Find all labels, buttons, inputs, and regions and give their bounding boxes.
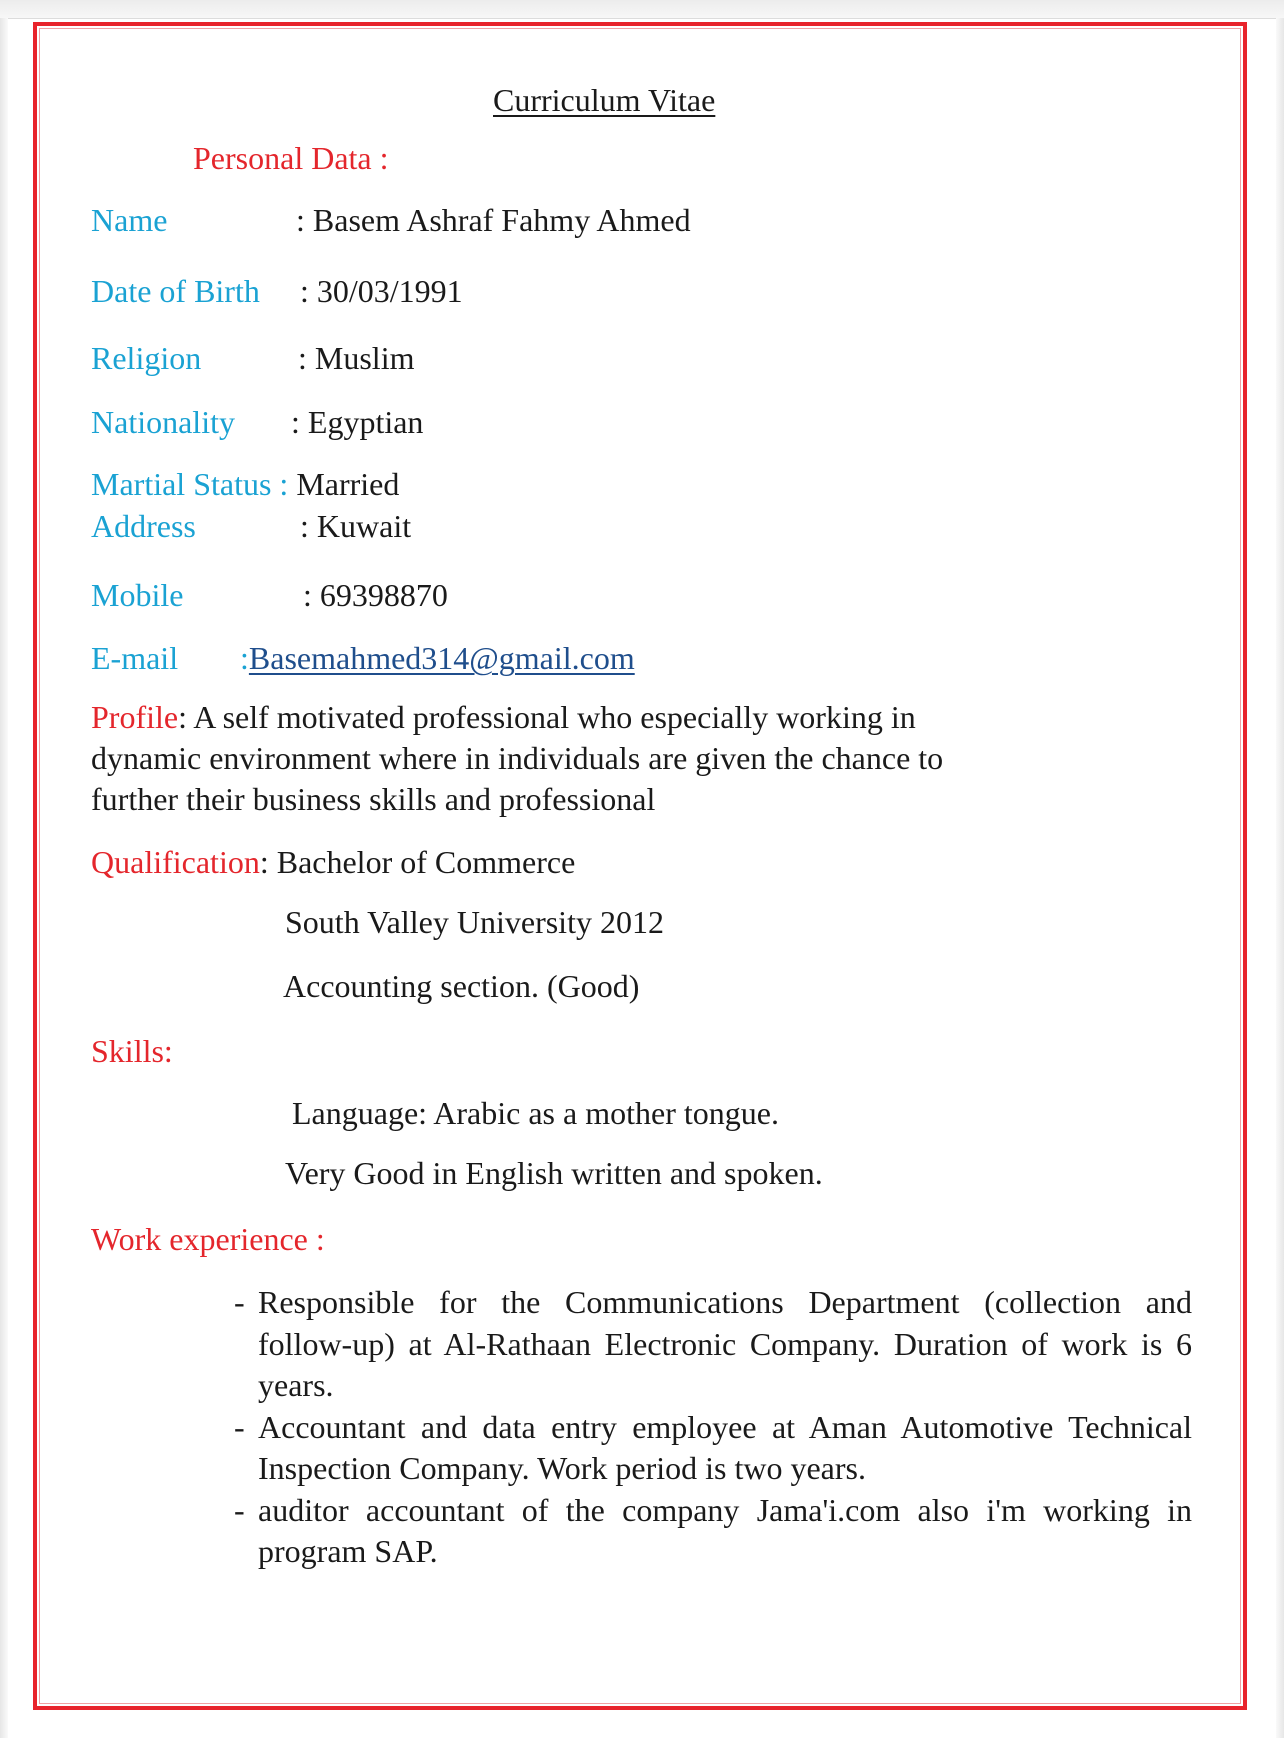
work-item-text: Responsible for the Communications Department (collection and follow-up) at Al-Rathaan Electronic Company. Duration of work is 6 years. — [258, 1284, 1192, 1403]
qualification-label: Qualification — [91, 844, 260, 880]
work-item — [234, 1490, 1192, 1573]
mobile-value: : 69398870 — [303, 577, 448, 613]
work-item-text: Accountant and data entry employee at Aman Automotive Technical Inspection Company. Work period is two years. — [258, 1408, 1192, 1486]
email-label: E-mail — [91, 640, 179, 676]
work-item — [234, 1407, 1192, 1490]
list-dash: - — [234, 1284, 245, 1320]
qualification-colon: : — [259, 844, 277, 880]
skills-line1: Language: Arabic as a mother tongue. — [292, 1095, 779, 1131]
viewer-right-edge — [1276, 18, 1284, 1738]
viewer-top-bar — [0, 0, 1284, 19]
qualification-row — [91, 842, 575, 882]
qualification-line1: Bachelor of Commerce — [276, 844, 576, 880]
qualification-line2: South Valley University 2012 — [285, 904, 664, 940]
profile-paragraph — [91, 697, 1006, 820]
viewer-left-edge — [0, 18, 8, 1738]
mobile-label: Mobile — [91, 577, 184, 613]
nationality-label: Nationality — [91, 404, 235, 440]
nationality-value: : Egyptian — [291, 404, 424, 440]
list-dash: - — [234, 1491, 245, 1528]
profile-text: A self motivated professional who especially working in dynamic environment where in individuals are given the chance to further their business skills and professional — [91, 699, 944, 817]
religion-value: : Muslim — [298, 340, 415, 376]
marital-value: Married — [296, 466, 400, 502]
skills-line2: Very Good in English written and spoken. — [285, 1155, 823, 1191]
dob-label: Date of Birth — [91, 273, 260, 309]
address-label: Address — [91, 508, 196, 544]
profile-label: Profile — [91, 699, 179, 735]
list-dash: - — [234, 1408, 245, 1445]
email-prefix: : — [240, 640, 249, 676]
marital-label: Martial Status : — [91, 466, 297, 502]
work-item-text: auditor accountant of the company Jama'i.com also i'm working in program SAP. — [258, 1491, 1192, 1569]
personal-data-heading: Personal Data : — [193, 140, 389, 176]
work-experience-heading: Work experience : — [91, 1221, 325, 1257]
qualification-line3: Accounting section. (Good) — [283, 968, 640, 1004]
marital-row — [91, 464, 399, 504]
skills-label: Skills: — [91, 1033, 173, 1069]
profile-colon: : — [178, 699, 194, 735]
email-link[interactable]: Basemahmed314@gmail.com — [248, 640, 635, 676]
email-row — [240, 638, 635, 678]
work-experience-list — [234, 1282, 1192, 1573]
name-label: Name — [91, 202, 168, 238]
address-value: : Kuwait — [300, 508, 412, 544]
dob-value: : 30/03/1991 — [300, 273, 463, 309]
work-item — [234, 1282, 1192, 1407]
name-value: : Basem Ashraf Fahmy Ahmed — [296, 202, 691, 238]
document-title: Curriculum Vitae — [493, 82, 716, 118]
religion-label: Religion — [91, 340, 202, 376]
